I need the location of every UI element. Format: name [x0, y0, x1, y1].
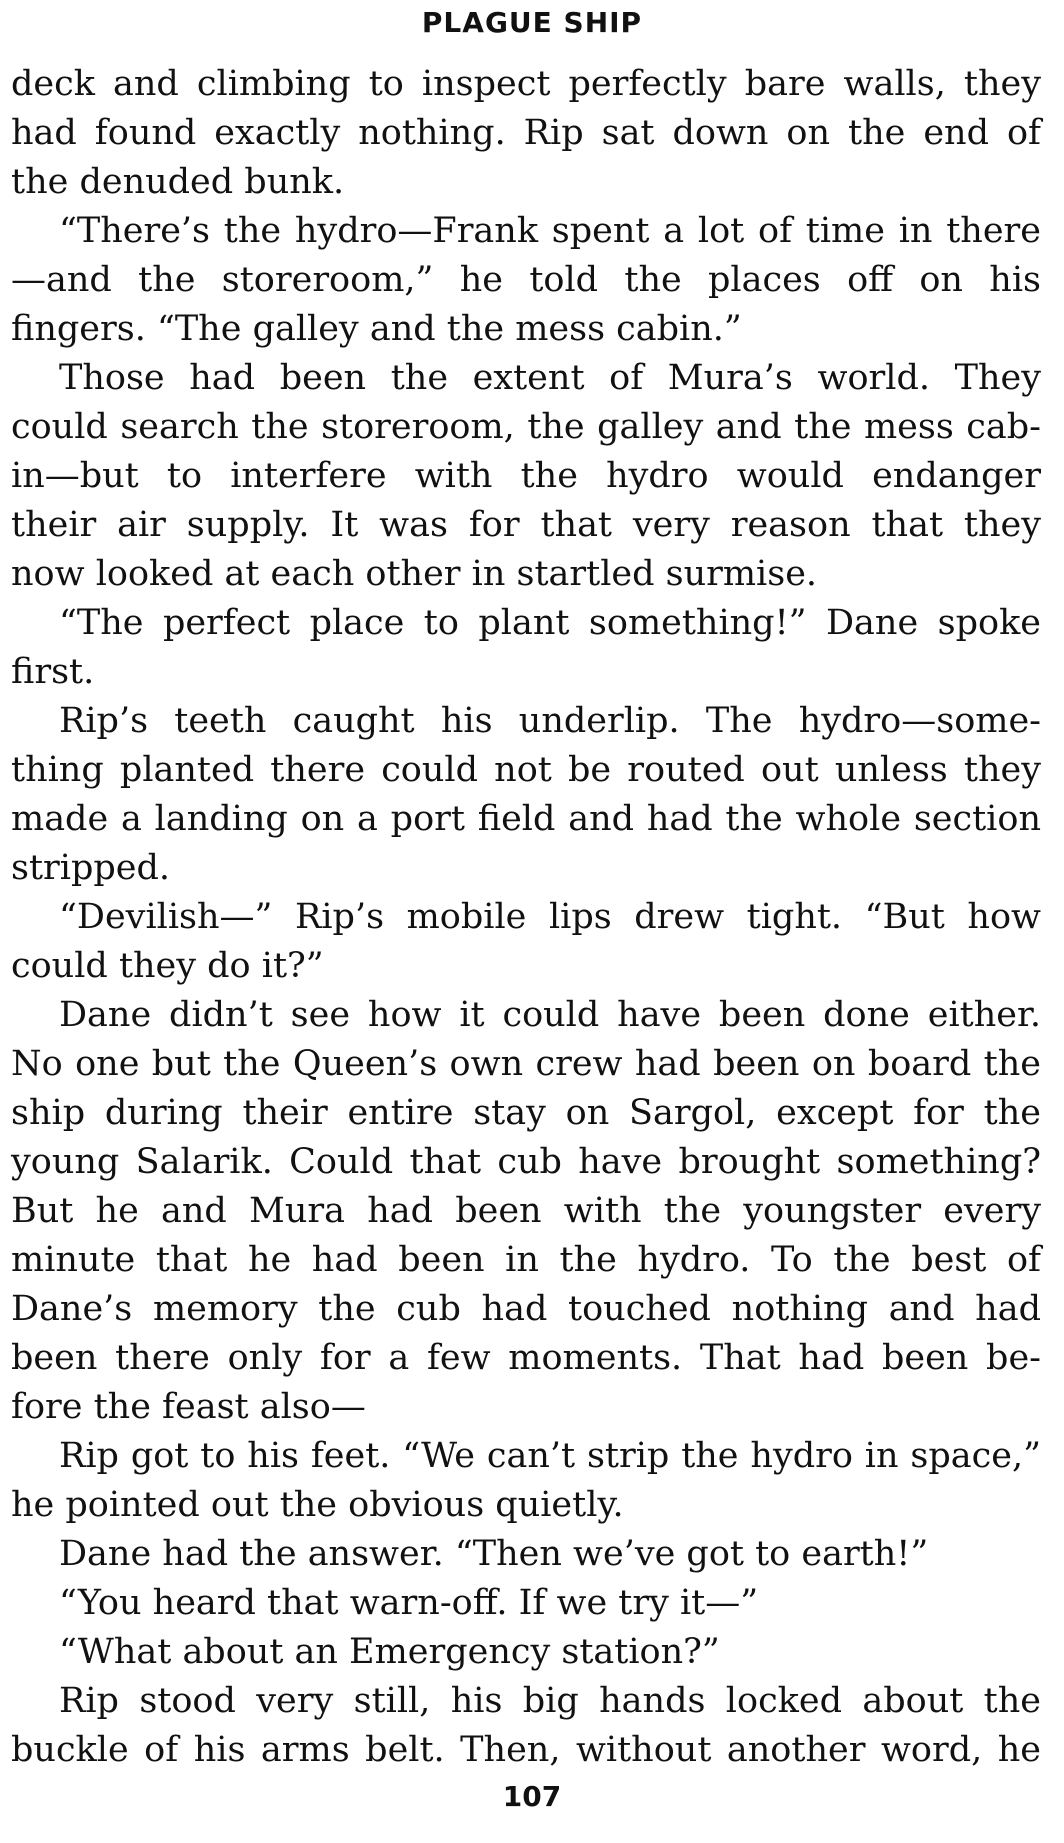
text-line: minute that he had been in the hydro. To the best of — [11, 1240, 1041, 1280]
text-line: deck and climbing to inspect perfectly bare walls, they — [11, 64, 1041, 104]
page-number: 107 — [502, 1780, 562, 1813]
text-line: fingers. “The galley and the mess cabin.” — [11, 309, 742, 349]
text-line: “There’s the hydro—Frank spent a lot of time in there — [59, 211, 1041, 251]
text-line: Dane didn’t see how it could have been done either. — [59, 995, 1041, 1035]
text-line: young Salarik. Could that cub have brought something? — [11, 1142, 1041, 1182]
text-line: thing planted there could not be routed out unless they — [11, 750, 1041, 790]
text-line: he pointed out the obvious quietly. — [11, 1485, 624, 1525]
text-line: their air supply. It was for that very reason that they — [11, 505, 1041, 545]
text-line: made a landing on a port field and had the whole section — [11, 799, 1041, 839]
text-line: could search the storeroom, the galley and the mess cab- — [11, 407, 1041, 447]
text-line: “Devilish—” Rip’s mobile lips drew tight. “But how — [59, 897, 1041, 937]
text-line: first. — [11, 652, 95, 692]
text-line: But he and Mura had been with the youngster every — [11, 1191, 1041, 1231]
text-line: been there only for a few moments. That had been be- — [11, 1338, 1041, 1378]
text-line: “What about an Emergency station?” — [59, 1632, 720, 1672]
text-line: in—but to interfere with the hydro would endanger — [11, 456, 1041, 496]
text-line: could they do it?” — [11, 946, 324, 986]
text-line: Rip got to his feet. “We can’t strip the hydro in space,” — [59, 1436, 1041, 1476]
text-line: had found exactly nothing. Rip sat down on the end of — [11, 113, 1041, 153]
text-line: Dane had the answer. “Then we’ve got to earth!” — [59, 1534, 929, 1574]
text-line: buckle of his arms belt. Then, without another word, he — [11, 1730, 1041, 1770]
text-line: Those had been the extent of Mura’s world. They — [59, 358, 1041, 398]
running-head: PLAGUE SHIP — [421, 6, 643, 39]
text-line: Rip’s teeth caught his underlip. The hydro—some- — [59, 701, 1041, 741]
text-line: stripped. — [11, 848, 171, 888]
text-line: fore the feast also— — [11, 1387, 366, 1427]
text-line: Dane’s memory the cub had touched nothing and had — [11, 1289, 1041, 1329]
text-line: “The perfect place to plant something!” Dane spoke — [59, 603, 1041, 643]
text-line: the denuded bunk. — [11, 162, 345, 202]
text-line: “You heard that warn-off. If we try it—” — [59, 1583, 759, 1623]
body-text — [11, 60, 1041, 1775]
text-line: Rip stood very still, his big hands locked about the — [59, 1681, 1041, 1721]
text-line: —and the storeroom,” he told the places off on his — [11, 260, 1041, 300]
text-line: now looked at each other in startled surmise. — [11, 554, 818, 594]
text-line: No one but the Queen’s own crew had been on board the — [11, 1044, 1041, 1084]
text-line: ship during their entire stay on Sargol, except for the — [11, 1093, 1041, 1133]
